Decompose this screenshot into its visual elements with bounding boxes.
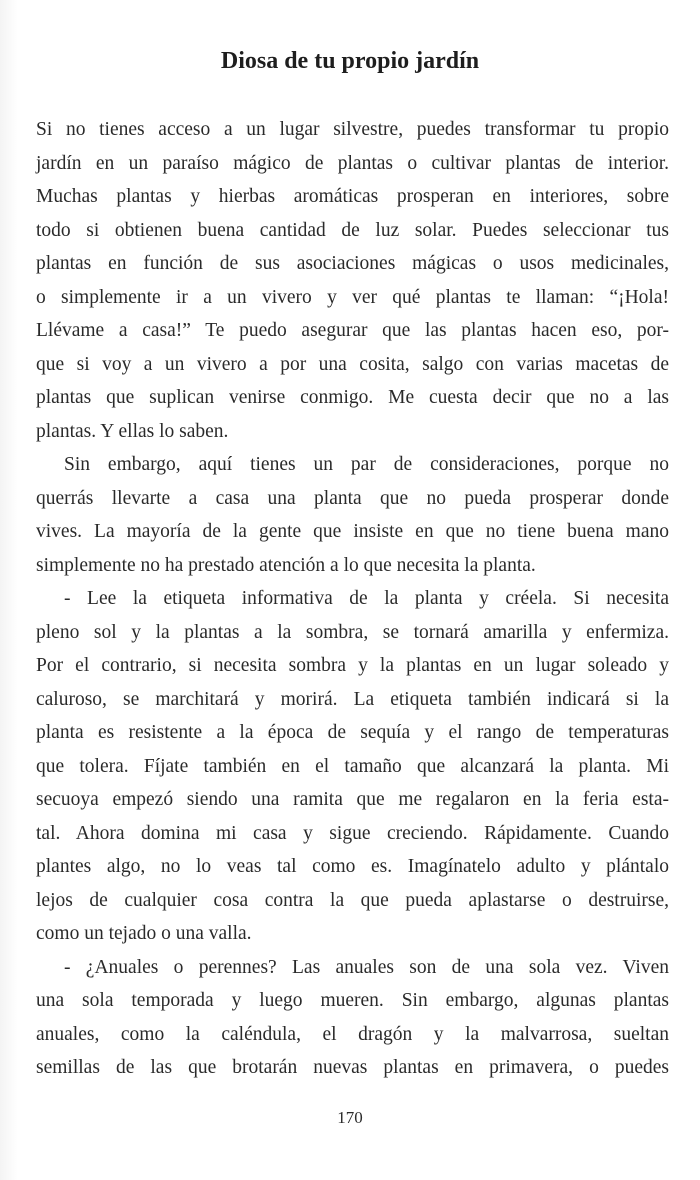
text-line: planta es resistente a la época de sequía y el rango de temperaturas (36, 722, 669, 743)
text-line: - Lee la etiqueta informativa de la planta y créela. Si necesita (64, 588, 669, 609)
text-line: Sin embargo, aquí tienes un par de consideraciones, porque no (64, 454, 669, 475)
text-line: pleno sol y la plantas a la sombra, se tornará amarilla y enfermiza. (36, 621, 669, 643)
text-line: que tolera. Fíjate también en el tamaño que alcanzará la planta. Mi (36, 755, 669, 777)
text-line: Muchas plantas y hierbas aromáticas prosperan en interiores, sobre (36, 186, 669, 207)
text-line: plantas en función de sus asociaciones mágicas o usos medicinales, (36, 253, 669, 274)
text-line: que si voy a un vivero a por una cosita, salgo con varias macetas de (36, 353, 669, 375)
page-number: 170 (337, 1108, 363, 1127)
text-line: todo si obtienen buena cantidad de luz solar. Puedes seleccionar tus (36, 219, 669, 241)
text-line: Llévame a casa!” Te puedo asegurar que las plantas hacen eso, por- (36, 320, 669, 341)
text-line: como un tejado o una valla. (36, 923, 252, 944)
page-title: Diosa de tu propio jardín (220, 48, 480, 74)
text-line: Por el contrario, si necesita sombra y la plantas en un lugar soleado y (36, 655, 669, 676)
text-line: lejos de cualquier cosa contra la que pueda aplastarse o destruirse, (36, 889, 669, 911)
text-line: o simplemente ir a un vivero y ver qué plantas te llaman: “¡Hola! (36, 286, 669, 308)
text-line: simplemente no ha prestado atención a lo que necesita la planta. (36, 554, 536, 576)
text-line: Si no tienes acceso a un lugar silvestre, puedes transformar tu propio (36, 119, 669, 140)
text-line: secuoya empezó siendo una ramita que me regalaron en la feria esta- (36, 789, 669, 810)
text-line: plantas que suplican venirse conmigo. Me cuesta decir que no a las (36, 387, 669, 408)
text-line: - ¿Anuales o perennes? Las anuales son de una sola vez. Viven (64, 956, 669, 978)
text-line: tal. Ahora domina mi casa y sigue creciendo. Rápidamente. Cuando (36, 822, 669, 844)
text-line: querrás llevarte a casa una planta que no pueda prosperar donde (36, 487, 669, 509)
text-line: vives. La mayoría de la gente que insiste en que no tiene buena mano (36, 521, 669, 542)
text-line: jardín en un paraíso mágico de plantas o cultivar plantas de interior. (36, 152, 669, 174)
text-line: caluroso, se marchitará y morirá. La etiqueta también indicará si la (36, 688, 669, 710)
text-line: plantas. Y ellas lo saben. (36, 420, 229, 442)
text-line: semillas de las que brotarán nuevas plantas en primavera, o puedes (36, 1057, 669, 1078)
text-line: una sola temporada y luego mueren. Sin embargo, algunas plantas (36, 990, 669, 1011)
body-text (36, 113, 669, 1085)
text-line: anuales, como la caléndula, el dragón y la malvarrosa, sueltan (36, 1023, 669, 1045)
text-line: plantes algo, no lo veas tal como es. Imagínatelo adulto y plántalo (36, 856, 669, 877)
